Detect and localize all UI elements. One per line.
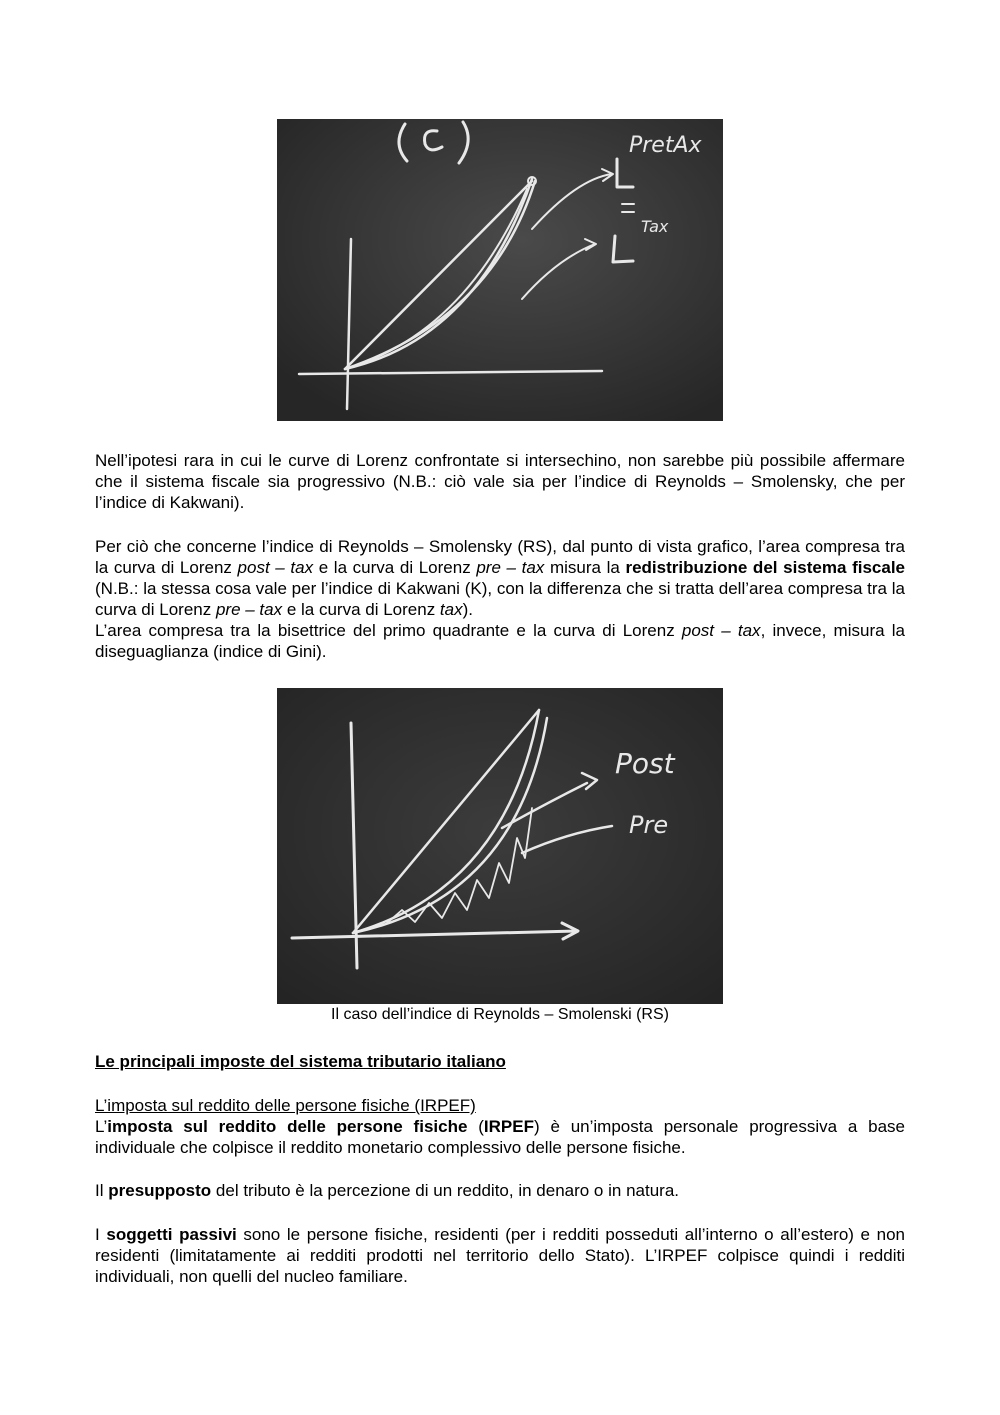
blackboard-drawing-2 [277, 688, 723, 1004]
tax-label: Tax [641, 217, 669, 236]
lorenz-curves-photo-1 [277, 119, 723, 421]
paragraph-irpef-definition: L’imposta sul reddito delle persone fisiche (IRPEF) è un’imposta personale progressiva a base individuale che colpisce il reddito monetario complessivo delle persone fisiche. [95, 1117, 905, 1157]
post-label: Post [615, 747, 675, 780]
section-heading: Le principali imposte del sistema tributario italiano [95, 1052, 506, 1071]
blackboard-drawing-1 [277, 119, 723, 421]
pretax-label: PretAx [629, 133, 702, 158]
paragraph-intersection: Nell’ipotesi rara in cui le curve di Lorenz confrontate si intersechino, non sarebbe più possibile affermare che il sistema fiscale sia progressivo (N.B.: ciò vale sia per l’indice di Reynolds – Smolensky, che per l’indice di Kakwani). [95, 451, 905, 512]
subsection-heading-irpef: L’imposta sul reddito delle persone fisiche (IRPEF) [95, 1096, 476, 1115]
pre-label: Pre [629, 811, 669, 839]
paragraph-presupposto: Il presupposto del tributo è la percezione di un reddito, in denaro o in natura. [95, 1181, 679, 1200]
lorenz-curves-photo-2 [277, 688, 723, 1004]
figure-caption: Il caso dell’indice di Reynolds – Smolenski (RS) [331, 1006, 669, 1023]
paragraph-soggetti-passivi: I soggetti passivi sono le persone fisiche, residenti (per i redditi posseduti all’interno o all’estero) e non residenti (limitatamente ai redditi prodotti nel territorio dello Stato). L’IRPEF colpisce quindi i redditi individuali, non quelli del nucleo familiare. [95, 1225, 906, 1286]
paragraph-gini: L’area compresa tra la bisettrice del primo quadrante e la curva di Lorenz post – tax, invece, misura la diseguaglianza (indice di Gini). [95, 621, 905, 661]
paragraph-reynolds-smolensky: Per ciò che concerne l’indice di Reynolds – Smolensky (RS), dal punto di vista grafico, l’area compresa tra la curva di Lorenz post – tax e la curva di Lorenz pre – tax misura la redistribuzione del sistema fiscale (N.B.: la stessa cosa vale per l’indice di Kakwani (K), con la differenza che si tratta dell’area compresa tra la curva di Lorenz pre – tax e la curva di Lorenz tax). [95, 537, 905, 619]
